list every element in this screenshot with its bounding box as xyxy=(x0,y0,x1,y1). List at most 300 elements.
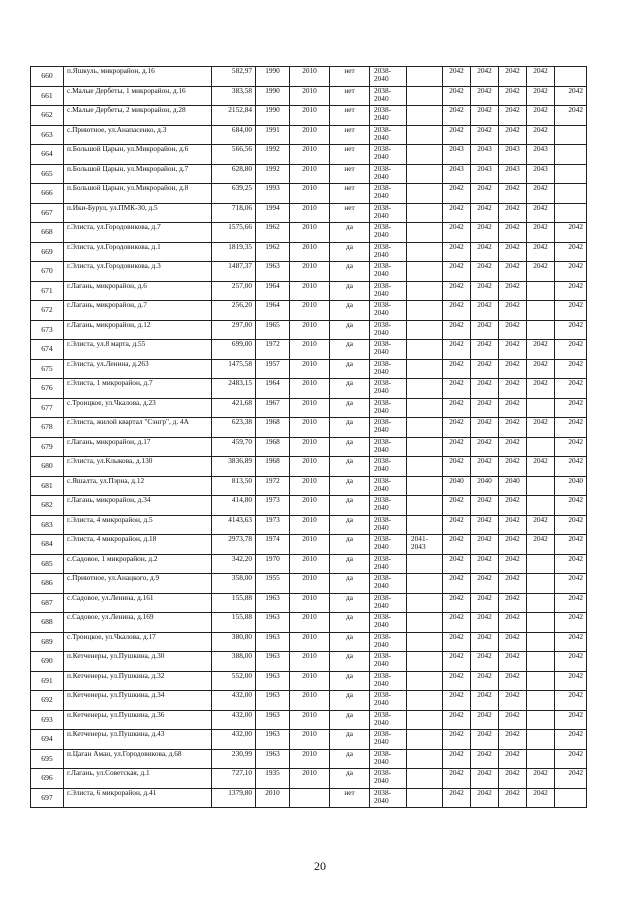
year-built-cell: 1963 xyxy=(256,613,290,633)
year-cell-3: 2042 xyxy=(499,652,527,672)
table-body xyxy=(31,67,587,808)
flag-cell: да xyxy=(330,613,370,633)
table-row xyxy=(31,574,587,594)
year-built-cell: 1990 xyxy=(256,67,290,87)
row-number: 688 xyxy=(31,613,64,633)
year-cell-4 xyxy=(527,613,555,633)
year-cell-2: 2042 xyxy=(471,554,499,574)
row-number: 684 xyxy=(31,535,64,555)
year-cell-5: 2042 xyxy=(555,340,587,360)
survey-year-cell: 2010 xyxy=(290,262,330,282)
flag-cell: нет xyxy=(330,164,370,184)
area-cell: 388,00 xyxy=(212,652,256,672)
extra-period-cell xyxy=(407,788,443,808)
table-row xyxy=(31,67,587,87)
year-cell-2: 2042 xyxy=(471,730,499,750)
year-cell-5: 2042 xyxy=(555,515,587,535)
year-cell-2: 2043 xyxy=(471,145,499,165)
survey-year-cell: 2010 xyxy=(290,515,330,535)
year-cell-3: 2042 xyxy=(499,125,527,145)
year-cell-3: 2042 xyxy=(499,730,527,750)
year-cell-1: 2042 xyxy=(443,437,471,457)
flag-cell: да xyxy=(330,281,370,301)
year-cell-1: 2042 xyxy=(443,691,471,711)
row-number: 683 xyxy=(31,515,64,535)
year-cell-2: 2042 xyxy=(471,418,499,438)
year-cell-4: 2042 xyxy=(527,418,555,438)
row-number: 674 xyxy=(31,340,64,360)
table-row xyxy=(31,125,587,145)
table-row xyxy=(31,515,587,535)
year-cell-4 xyxy=(527,710,555,730)
year-cell-5 xyxy=(555,67,587,87)
extra-period-cell xyxy=(407,184,443,204)
row-number: 680 xyxy=(31,457,64,477)
year-cell-2: 2042 xyxy=(471,203,499,223)
survey-year-cell: 2010 xyxy=(290,574,330,594)
extra-period-cell xyxy=(407,457,443,477)
address-cell: с.Малые Дербеты, 2 микрорайон, д.28 xyxy=(64,106,212,126)
year-cell-1: 2042 xyxy=(443,496,471,516)
flag-cell: да xyxy=(330,652,370,672)
survey-year-cell: 2010 xyxy=(290,379,330,399)
address-cell: п.Большой Царын, ул.Микрорайон, д.6 xyxy=(64,145,212,165)
planned-period-cell: 2038-2040 xyxy=(370,203,407,223)
year-cell-3: 2042 xyxy=(499,671,527,691)
flag-cell: нет xyxy=(330,67,370,87)
year-cell-1: 2042 xyxy=(443,301,471,321)
year-cell-1: 2042 xyxy=(443,574,471,594)
table-row xyxy=(31,164,587,184)
year-cell-3: 2042 xyxy=(499,515,527,535)
year-cell-3: 2042 xyxy=(499,749,527,769)
year-cell-3: 2042 xyxy=(499,574,527,594)
flag-cell: да xyxy=(330,457,370,477)
row-number: 669 xyxy=(31,242,64,262)
year-built-cell: 1964 xyxy=(256,281,290,301)
survey-year-cell: 2010 xyxy=(290,535,330,555)
year-cell-1: 2042 xyxy=(443,203,471,223)
planned-period-cell: 2038-2040 xyxy=(370,223,407,243)
survey-year-cell: 2010 xyxy=(290,223,330,243)
planned-period-cell: 2038-2040 xyxy=(370,613,407,633)
year-cell-5: 2040 xyxy=(555,476,587,496)
survey-year-cell: 2010 xyxy=(290,106,330,126)
flag-cell: да xyxy=(330,535,370,555)
year-cell-5: 2042 xyxy=(555,86,587,106)
year-cell-4: 2042 xyxy=(527,86,555,106)
year-cell-1: 2040 xyxy=(443,476,471,496)
extra-period-cell xyxy=(407,262,443,282)
year-cell-5 xyxy=(555,145,587,165)
year-built-cell: 1973 xyxy=(256,496,290,516)
area-cell: 421,68 xyxy=(212,398,256,418)
planned-period-cell: 2038-2040 xyxy=(370,184,407,204)
extra-period-cell xyxy=(407,554,443,574)
planned-period-cell: 2038-2040 xyxy=(370,476,407,496)
flag-cell: да xyxy=(330,262,370,282)
year-cell-4 xyxy=(527,632,555,652)
address-cell: г.Элиста, 4 микрорайон, д.18 xyxy=(64,535,212,555)
year-cell-3: 2042 xyxy=(499,632,527,652)
row-number: 696 xyxy=(31,769,64,789)
flag-cell: нет xyxy=(330,184,370,204)
year-cell-2: 2042 xyxy=(471,671,499,691)
extra-period-cell xyxy=(407,320,443,340)
survey-year-cell: 2010 xyxy=(290,476,330,496)
planned-period-cell: 2038-2040 xyxy=(370,281,407,301)
survey-year-cell: 2010 xyxy=(290,164,330,184)
row-number: 677 xyxy=(31,398,64,418)
year-cell-2: 2042 xyxy=(471,320,499,340)
year-cell-5: 2042 xyxy=(555,398,587,418)
table-row xyxy=(31,379,587,399)
survey-year-cell: 2010 xyxy=(290,632,330,652)
address-cell: п.Кетченеры, ул.Пушкина, д.43 xyxy=(64,730,212,750)
row-number: 667 xyxy=(31,203,64,223)
planned-period-cell: 2038-2040 xyxy=(370,730,407,750)
year-cell-1: 2042 xyxy=(443,652,471,672)
flag-cell: да xyxy=(330,379,370,399)
area-cell: 383,58 xyxy=(212,86,256,106)
row-number: 689 xyxy=(31,632,64,652)
planned-period-cell: 2038-2040 xyxy=(370,379,407,399)
row-number: 682 xyxy=(31,496,64,516)
extra-period-cell xyxy=(407,613,443,633)
year-cell-3: 2042 xyxy=(499,379,527,399)
address-cell: г.Элиста, ул.Городовикова, д.1 xyxy=(64,242,212,262)
row-number: 693 xyxy=(31,710,64,730)
area-cell: 628,80 xyxy=(212,164,256,184)
row-number: 663 xyxy=(31,125,64,145)
area-cell: 1819,35 xyxy=(212,242,256,262)
row-number: 672 xyxy=(31,301,64,321)
area-cell: 297,00 xyxy=(212,320,256,340)
year-built-cell: 1968 xyxy=(256,437,290,457)
year-cell-4 xyxy=(527,593,555,613)
table-row xyxy=(31,613,587,633)
year-built-cell: 1963 xyxy=(256,730,290,750)
planned-period-cell: 2038-2040 xyxy=(370,632,407,652)
extra-period-cell xyxy=(407,106,443,126)
area-cell: 2152,84 xyxy=(212,106,256,126)
year-cell-3: 2042 xyxy=(499,437,527,457)
table-row xyxy=(31,554,587,574)
flag-cell: да xyxy=(330,769,370,789)
year-cell-4 xyxy=(527,437,555,457)
year-cell-4: 2042 xyxy=(527,535,555,555)
year-cell-4 xyxy=(527,730,555,750)
year-cell-2: 2042 xyxy=(471,125,499,145)
planned-period-cell: 2038-2040 xyxy=(370,125,407,145)
row-number: 691 xyxy=(31,671,64,691)
year-cell-4: 2042 xyxy=(527,340,555,360)
year-built-cell: 1963 xyxy=(256,262,290,282)
table-row xyxy=(31,691,587,711)
planned-period-cell: 2038-2040 xyxy=(370,437,407,457)
planned-period-cell: 2038-2040 xyxy=(370,164,407,184)
table-row xyxy=(31,359,587,379)
flag-cell: да xyxy=(330,476,370,496)
year-built-cell: 1935 xyxy=(256,769,290,789)
area-cell: 155,88 xyxy=(212,613,256,633)
year-cell-5: 2042 xyxy=(555,554,587,574)
area-cell: 432,00 xyxy=(212,730,256,750)
flag-cell: да xyxy=(330,632,370,652)
year-cell-5: 2042 xyxy=(555,574,587,594)
year-cell-5: 2042 xyxy=(555,691,587,711)
address-cell: п.Кетченеры, ул.Пушкина, д.32 xyxy=(64,671,212,691)
year-cell-4 xyxy=(527,496,555,516)
address-cell: г.Элиста, 1 микрорайон, д.7 xyxy=(64,379,212,399)
year-cell-2: 2042 xyxy=(471,710,499,730)
housing-schedule-table xyxy=(30,66,587,808)
year-cell-1: 2042 xyxy=(443,125,471,145)
table-row xyxy=(31,535,587,555)
area-cell: 2973,78 xyxy=(212,535,256,555)
table-row xyxy=(31,418,587,438)
survey-year-cell: 2010 xyxy=(290,749,330,769)
year-cell-4 xyxy=(527,320,555,340)
year-cell-5: 2042 xyxy=(555,671,587,691)
year-cell-3: 2043 xyxy=(499,145,527,165)
year-cell-5 xyxy=(555,203,587,223)
extra-period-cell xyxy=(407,359,443,379)
year-cell-1: 2042 xyxy=(443,730,471,750)
planned-period-cell: 2038-2040 xyxy=(370,242,407,262)
year-cell-2: 2042 xyxy=(471,574,499,594)
year-cell-3: 2042 xyxy=(499,301,527,321)
flag-cell: да xyxy=(330,223,370,243)
planned-period-cell: 2038-2040 xyxy=(370,574,407,594)
planned-period-cell: 2038-2040 xyxy=(370,86,407,106)
year-cell-5: 2042 xyxy=(555,418,587,438)
year-built-cell: 1965 xyxy=(256,320,290,340)
year-cell-3: 2043 xyxy=(499,164,527,184)
table-row xyxy=(31,203,587,223)
flag-cell: да xyxy=(330,574,370,594)
year-cell-4: 2042 xyxy=(527,788,555,808)
survey-year-cell: 2010 xyxy=(290,125,330,145)
extra-period-cell xyxy=(407,632,443,652)
extra-period-cell xyxy=(407,242,443,262)
extra-period-cell: 2041-2043 xyxy=(407,535,443,555)
address-cell: г.Лагань, ул.Советская, д.1 xyxy=(64,769,212,789)
year-cell-4 xyxy=(527,749,555,769)
extra-period-cell xyxy=(407,749,443,769)
planned-period-cell: 2038-2040 xyxy=(370,710,407,730)
survey-year-cell: 2010 xyxy=(290,710,330,730)
year-cell-1: 2042 xyxy=(443,788,471,808)
year-cell-5: 2042 xyxy=(555,320,587,340)
year-cell-2: 2042 xyxy=(471,340,499,360)
area-cell: 1487,37 xyxy=(212,262,256,282)
year-cell-5: 2042 xyxy=(555,457,587,477)
area-cell: 718,06 xyxy=(212,203,256,223)
year-cell-2: 2042 xyxy=(471,359,499,379)
year-cell-2: 2043 xyxy=(471,164,499,184)
year-cell-1: 2042 xyxy=(443,281,471,301)
area-cell: 256,20 xyxy=(212,301,256,321)
survey-year-cell: 2010 xyxy=(290,457,330,477)
year-built-cell: 1974 xyxy=(256,535,290,555)
row-number: 660 xyxy=(31,67,64,87)
extra-period-cell xyxy=(407,515,443,535)
year-cell-2: 2042 xyxy=(471,496,499,516)
address-cell: с.Троицкое, ул.Чкалова, д.17 xyxy=(64,632,212,652)
extra-period-cell xyxy=(407,379,443,399)
year-built-cell: 1957 xyxy=(256,359,290,379)
table-row xyxy=(31,710,587,730)
area-cell: 699,00 xyxy=(212,340,256,360)
survey-year-cell: 2010 xyxy=(290,652,330,672)
flag-cell: да xyxy=(330,418,370,438)
year-cell-5: 2042 xyxy=(555,749,587,769)
year-cell-3: 2042 xyxy=(499,106,527,126)
area-cell: 414,80 xyxy=(212,496,256,516)
row-number: 670 xyxy=(31,262,64,282)
year-cell-2: 2042 xyxy=(471,535,499,555)
year-cell-1: 2042 xyxy=(443,749,471,769)
address-cell: г.Лагань, микрорайон, д.7 xyxy=(64,301,212,321)
planned-period-cell: 2038-2040 xyxy=(370,145,407,165)
area-cell: 432,00 xyxy=(212,691,256,711)
extra-period-cell xyxy=(407,281,443,301)
planned-period-cell: 2038-2040 xyxy=(370,749,407,769)
year-cell-3: 2042 xyxy=(499,593,527,613)
year-cell-2: 2042 xyxy=(471,242,499,262)
address-cell: г.Элиста, ул.Ленина, д.263 xyxy=(64,359,212,379)
table-row xyxy=(31,242,587,262)
year-cell-4 xyxy=(527,476,555,496)
year-cell-1: 2042 xyxy=(443,457,471,477)
row-number: 661 xyxy=(31,86,64,106)
flag-cell: нет xyxy=(330,86,370,106)
flag-cell: нет xyxy=(330,788,370,808)
year-cell-5: 2042 xyxy=(555,652,587,672)
row-number: 690 xyxy=(31,652,64,672)
table-row xyxy=(31,262,587,282)
year-cell-4 xyxy=(527,652,555,672)
year-cell-1: 2042 xyxy=(443,710,471,730)
area-cell: 459,70 xyxy=(212,437,256,457)
extra-period-cell xyxy=(407,223,443,243)
table-row xyxy=(31,476,587,496)
year-cell-4: 2043 xyxy=(527,145,555,165)
year-cell-5: 2042 xyxy=(555,437,587,457)
extra-period-cell xyxy=(407,125,443,145)
year-cell-5: 2042 xyxy=(555,359,587,379)
extra-period-cell xyxy=(407,398,443,418)
year-cell-2: 2042 xyxy=(471,437,499,457)
flag-cell: да xyxy=(330,710,370,730)
year-cell-5 xyxy=(555,125,587,145)
year-cell-1: 2042 xyxy=(443,535,471,555)
survey-year-cell: 2010 xyxy=(290,496,330,516)
year-built-cell: 1973 xyxy=(256,515,290,535)
row-number: 678 xyxy=(31,418,64,438)
survey-year-cell: 2010 xyxy=(290,340,330,360)
address-cell: с.Садовое, 1 микрорайон, д.2 xyxy=(64,554,212,574)
year-cell-1: 2042 xyxy=(443,320,471,340)
year-cell-3: 2042 xyxy=(499,457,527,477)
flag-cell: да xyxy=(330,515,370,535)
year-built-cell: 1990 xyxy=(256,86,290,106)
year-cell-1: 2042 xyxy=(443,359,471,379)
flag-cell: да xyxy=(330,749,370,769)
row-number: 671 xyxy=(31,281,64,301)
survey-year-cell: 2010 xyxy=(290,554,330,574)
table-row xyxy=(31,86,587,106)
survey-year-cell: 2010 xyxy=(290,437,330,457)
year-cell-2: 2042 xyxy=(471,184,499,204)
table-row xyxy=(31,145,587,165)
flag-cell: да xyxy=(330,301,370,321)
survey-year-cell xyxy=(290,788,330,808)
planned-period-cell: 2038-2040 xyxy=(370,593,407,613)
year-built-cell: 1963 xyxy=(256,749,290,769)
planned-period-cell: 2038-2040 xyxy=(370,418,407,438)
address-cell: п.Ики-Бурул, ул.ПМК-30, д.5 xyxy=(64,203,212,223)
address-cell: с.Садовое, ул.Ленина, д.169 xyxy=(64,613,212,633)
area-cell: 639,25 xyxy=(212,184,256,204)
year-cell-1: 2043 xyxy=(443,164,471,184)
year-cell-5: 2042 xyxy=(555,106,587,126)
area-cell: 582,97 xyxy=(212,67,256,87)
year-cell-5: 2042 xyxy=(555,593,587,613)
year-cell-3: 2042 xyxy=(499,535,527,555)
flag-cell: да xyxy=(330,730,370,750)
address-cell: г.Лагань, микрорайон, д.34 xyxy=(64,496,212,516)
extra-period-cell xyxy=(407,301,443,321)
survey-year-cell: 2010 xyxy=(290,613,330,633)
area-cell: 3836,89 xyxy=(212,457,256,477)
row-number: 668 xyxy=(31,223,64,243)
address-cell: г.Лагань, микрорайон, д.6 xyxy=(64,281,212,301)
row-number: 686 xyxy=(31,574,64,594)
address-cell: г.Элиста, ул.8 марта, д.55 xyxy=(64,340,212,360)
year-cell-2: 2042 xyxy=(471,223,499,243)
planned-period-cell: 2038-2040 xyxy=(370,652,407,672)
year-built-cell: 1993 xyxy=(256,184,290,204)
planned-period-cell: 2038-2040 xyxy=(370,340,407,360)
area-cell: 432,00 xyxy=(212,710,256,730)
planned-period-cell: 2038-2040 xyxy=(370,671,407,691)
year-cell-5: 2042 xyxy=(555,379,587,399)
row-number: 666 xyxy=(31,184,64,204)
year-cell-1: 2042 xyxy=(443,262,471,282)
year-cell-5 xyxy=(555,164,587,184)
area-cell: 813,50 xyxy=(212,476,256,496)
flag-cell: нет xyxy=(330,106,370,126)
year-cell-5: 2042 xyxy=(555,281,587,301)
address-cell: п.Кетченеры, ул.Пушкина, д.34 xyxy=(64,691,212,711)
year-cell-1: 2042 xyxy=(443,418,471,438)
year-cell-5: 2042 xyxy=(555,262,587,282)
table-row xyxy=(31,730,587,750)
year-cell-3: 2042 xyxy=(499,86,527,106)
row-number: 665 xyxy=(31,164,64,184)
extra-period-cell xyxy=(407,496,443,516)
area-cell: 230,99 xyxy=(212,749,256,769)
survey-year-cell: 2010 xyxy=(290,730,330,750)
year-cell-4 xyxy=(527,691,555,711)
year-cell-1: 2042 xyxy=(443,671,471,691)
extra-period-cell xyxy=(407,574,443,594)
flag-cell: да xyxy=(330,242,370,262)
address-cell: с.Троицкое, ул.Чкалова, д.23 xyxy=(64,398,212,418)
extra-period-cell xyxy=(407,476,443,496)
